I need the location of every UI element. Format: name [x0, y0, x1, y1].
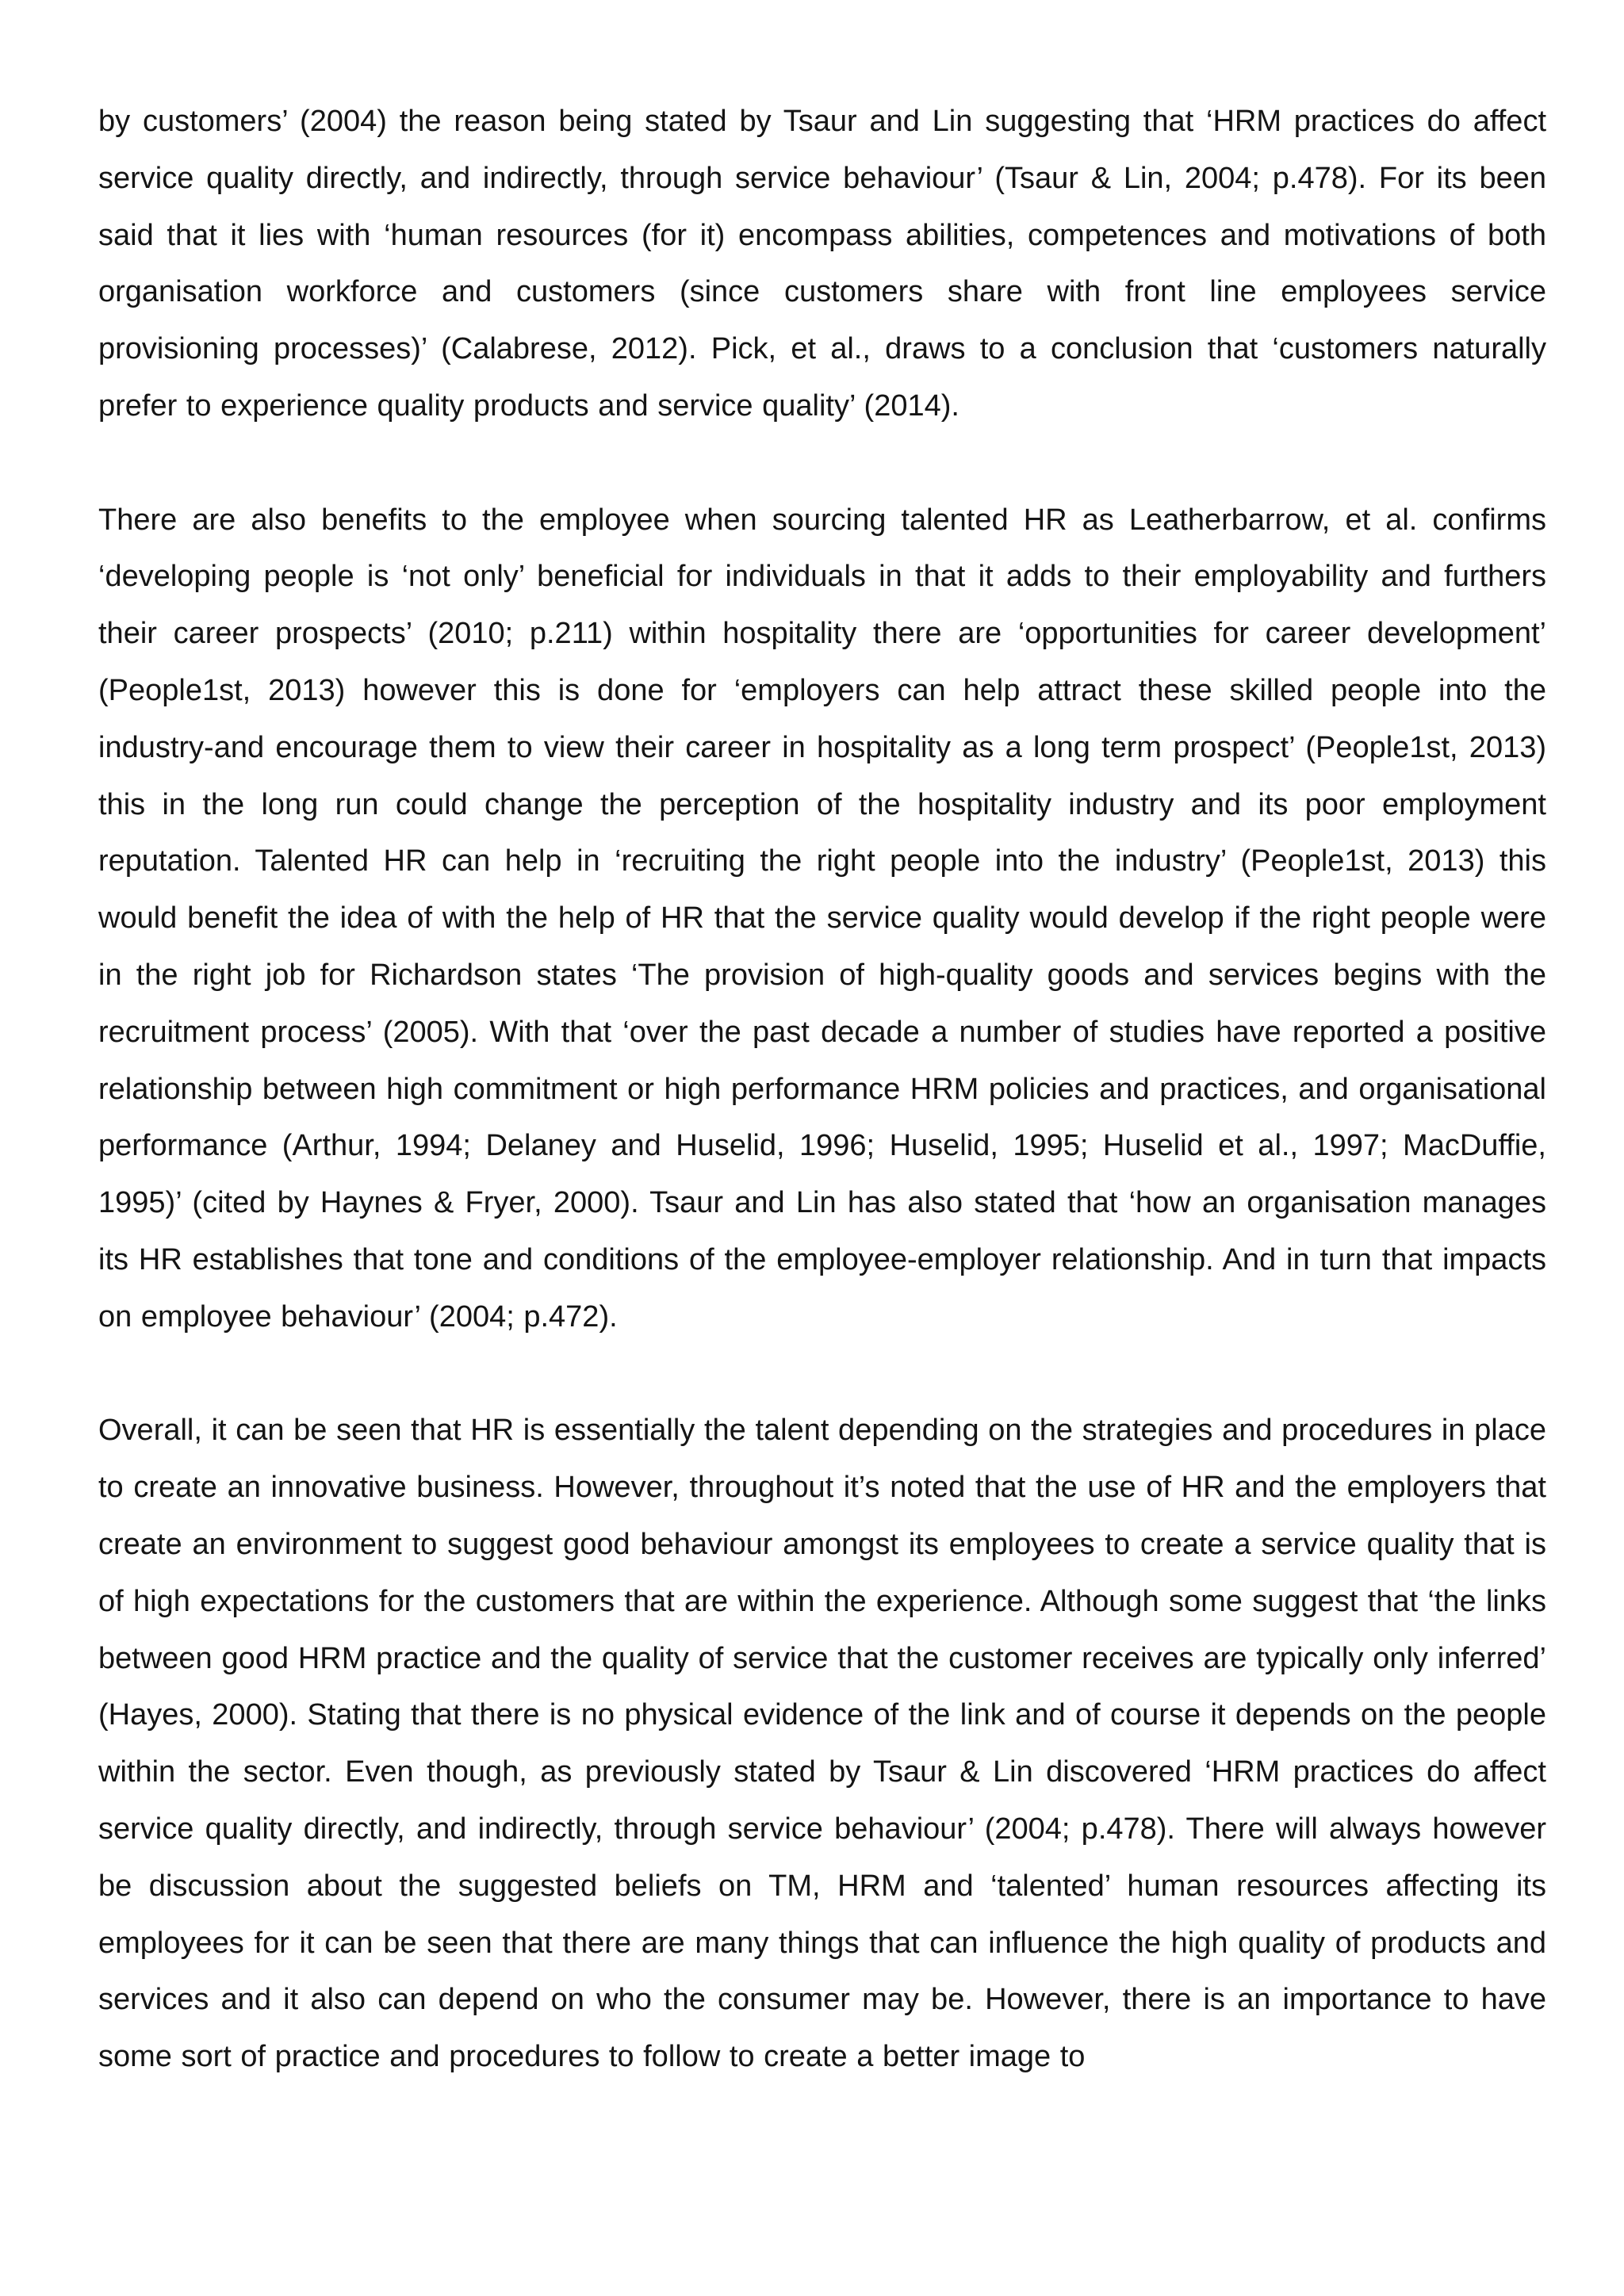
- paragraph-service-quality: by customers’ (2004) the reason being stated by Tsaur and Lin suggesting that ‘HRM practices do affect service quality directly, and indirectly, through service behaviour’ (Tsaur & Lin, 2004; p.478). For its been said that it lies with ‘human resources (for it) encompass abilities, competences and motivations of both organisation workforce and customers (since customers share with front line employees service provisioning processes)’ (Calabrese, 2012). Pick, et al., draws to a conclusion that ‘customers naturally prefer to experience quality products and service quality’ (2014).: [98, 105, 1546, 423]
- paragraph-employee-benefits: There are also benefits to the employee when sourcing talented HR as Leatherbarrow, et al. confirms ‘developing people is ‘not only’ beneficial for individuals in that it adds to their employability and furthers their career prospects’ (2010; p.211) within hospitality there are ‘opportunities for career development’ (People1st, 2013) however this is done for ‘employers can help attract these skilled people into the industry-and encourage them to view their career in hospitality as a long term prospect’ (People1st, 2013) this in the long run could change the perception of the hospitality industry and its poor employment reputation. Talented HR can help in ‘recruiting the right people into the industry’ (People1st, 2013) this would benefit the idea of with the help of HR that the service quality would develop if the right people were in the right job for Richardson states ‘The provision of high-quality goods and services begins with the recruitment process’ (2005). With that ‘over the past decade a number of studies have reported a positive relationship between high commitment or high performance HRM policies and practices, and organisational performance (Arthur, 1994; Delaney and Huselid, 1996; Huselid, 1995; Huselid et al., 1997; MacDuffie, 1995)’ (cited by Haynes & Fryer, 2000). Tsaur and Lin has also stated that ‘how an organisation manages its HR establishes that tone and conditions of the employee-employer relationship. And in turn that impacts on employee behaviour’ (2004; p.472).: [98, 503, 1546, 1334]
- document-page: [98, 94, 1546, 2143]
- paragraph-overall-conclusion: Overall, it can be seen that HR is essentially the talent depending on the strategies and procedures in place to create an innovative business. However, throughout it’s noted that the use of HR and the employers that create an environment to suggest good behaviour amongst its employees to create a service quality that is of high expectations for the customers that are within the experience. Although some suggest that ‘the links between good HRM practice and the quality of service that the customer receives are typically only inferred’ (Hayes, 2000). Stating that there is no physical evidence of the link and of course it depends on the people within the sector. Even though, as previously stated by Tsaur & Lin discovered ‘HRM practices do affect service quality directly, and indirectly, through service behaviour’ (2004; p.478). There will always however be discussion about the suggested beliefs on TM, HRM and ‘talented’ human resources affecting its employees for it can be seen that there are many things that can influence the high quality of products and services and it also can depend on who the consumer may be. However, there is an importance to have some sort of practice and procedures to follow to create a better image to: [98, 1414, 1546, 2074]
